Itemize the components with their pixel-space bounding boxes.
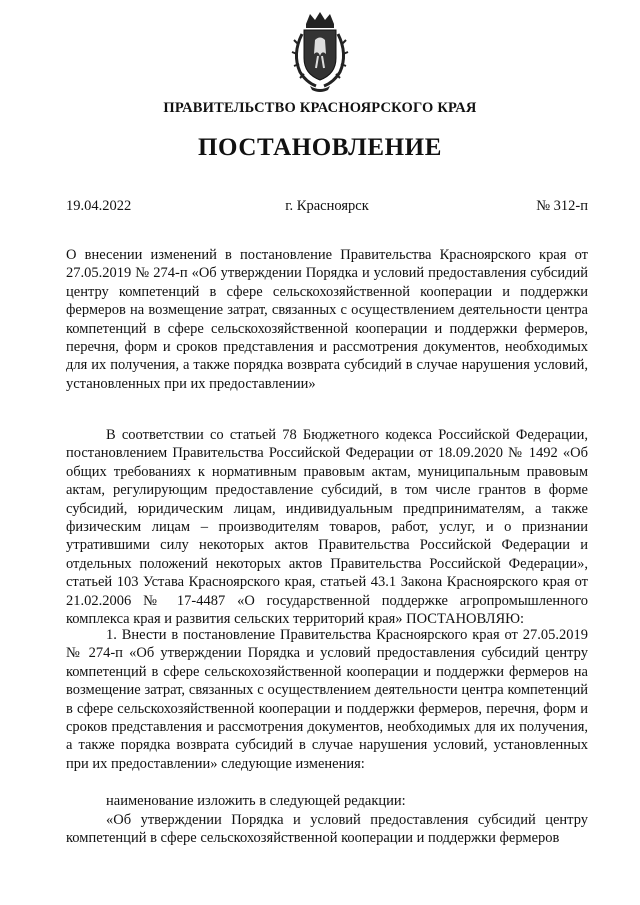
document-meta xyxy=(66,198,588,218)
krasnoyarsk-coat-of-arms-icon xyxy=(288,10,352,94)
document-date: 19.04.2022 xyxy=(66,198,132,214)
amendment-paragraph-3: «Об утверждении Порядка и условий предоставления субсидий центру компетенций в сфере сельскохозяйственной кооперации и поддержки фермеров xyxy=(66,812,588,847)
government-title: ПРАВИТЕЛЬСТВО КРАСНОЯРСКОГО КРАЯ xyxy=(163,100,477,116)
amendment-paragraph-1: 1. Внести в постановление Правительства Красноярского края от 27.05.2019 № 274-п «Об утверждении Порядка и условий предоставления субсидий центру компетенций в сфере сельскохозяйственной кооперации и поддержки фермеров на возмещение затрат, связанных с осуществлением деятельности центра компетенций в сфере сельскохозяйственной кооперации и поддержки фермеров, перечня, форм и сроков представления и рассмотрения документов, необходимых для их получения, а также порядка возврата субсидий в случае нарушения условий, установленных при их предоставлении» следующие изменения: xyxy=(66,627,588,772)
document-number: № 312-п xyxy=(536,198,588,214)
document-type: ПОСТАНОВЛЕНИЕ xyxy=(197,134,443,161)
document-subject: О внесении изменений в постановление Правительства Красноярского края от 27.05.2019 № 274-п «Об утверждении Порядка и условий предоставления субсидий центру компетенций в сфере сельскохозяйственной кооперации и поддержки фермеров на возмещение затрат, связанных с осуществлением деятельности центра компетенций в сфере сельскохозяйственной кооперации и поддержки фермеров, перечня, форм и сроков представления и рассмотрения документов, необходимых для их получения, а также порядка возврата субсидий в случае нарушения условий, установленных при их предоставлении» xyxy=(66,247,588,392)
preamble-paragraph: В соответствии со статьей 78 Бюджетного кодекса Российской Федерации, постановлением Правительства Российской Федерации от 18.09.2020 № 1492 «Об общих требованиях к нормативным правовым актам, муниципальным правовым актам, регулирующим предоставление субсидий, в том числе грантов в форме субсидий, юридическим лицам, индивидуальным предпринимателям, а также физическим лицам – производителям товаров, работ, услуг, и о признании утратившими силу некоторых актов Правительства Российской Федерации и отдельных положений некоторых актов Правительства Российской Федерации», статьей 103 Устава Красноярского края, статьей 43.1 Закона Красноярского края от 21.02.2006 № 17-4487 «О государственной поддержке агропромышленного комплекса края и развития сельских территорий края» ПОСТАНОВЛЯЮ: xyxy=(66,427,588,628)
amendment-paragraph-2: наименование изложить в следующей редакции: xyxy=(106,793,406,809)
emblem-graphic xyxy=(288,10,352,94)
document-city: г. Красноярск xyxy=(285,198,369,214)
